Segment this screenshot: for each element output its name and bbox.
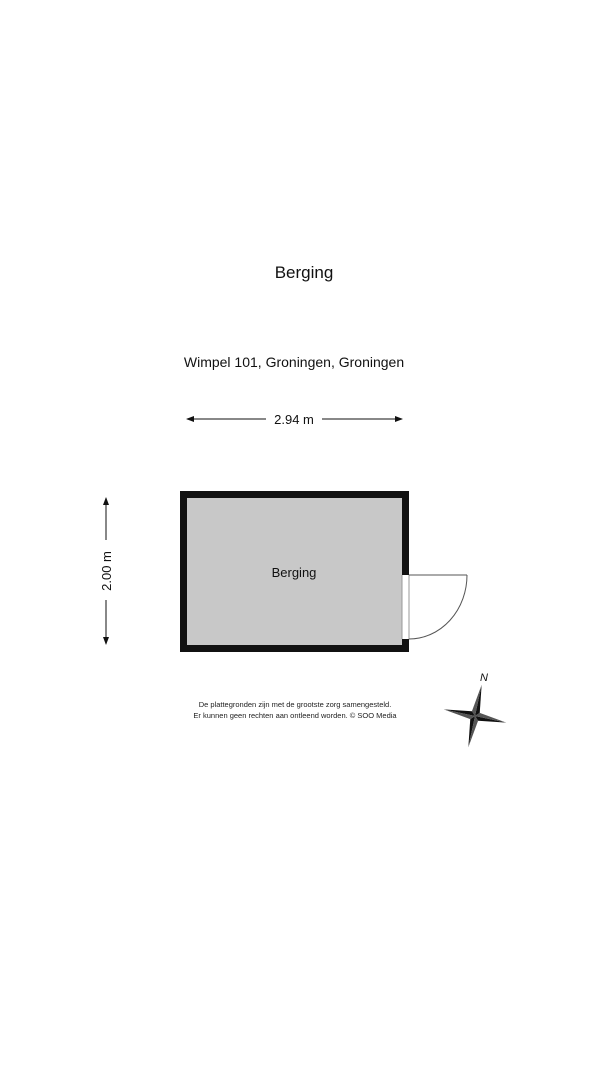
disclaimer-line-1: De plattegronden zijn met de grootste zorg samengesteld. <box>198 700 392 709</box>
height-dimension <box>99 498 114 644</box>
height-dimension-label: 2.00 m <box>99 551 114 591</box>
room-label: Berging <box>271 565 317 580</box>
compass-rose-icon <box>437 678 513 754</box>
property-address: Wimpel 101, Groningen, Groningen <box>183 354 405 370</box>
door-opening <box>402 575 409 639</box>
width-dimension <box>187 412 402 427</box>
compass-north-label: N <box>480 672 488 684</box>
disclaimer <box>150 699 440 721</box>
width-dimension-label: 2.94 m <box>274 412 314 427</box>
door-swing-arc <box>409 575 467 639</box>
page-title: Berging <box>274 263 334 282</box>
disclaimer-line-2: Er kunnen geen rechten aan ontleend worden. © SOO Media <box>193 711 397 720</box>
room-berging <box>180 491 467 652</box>
